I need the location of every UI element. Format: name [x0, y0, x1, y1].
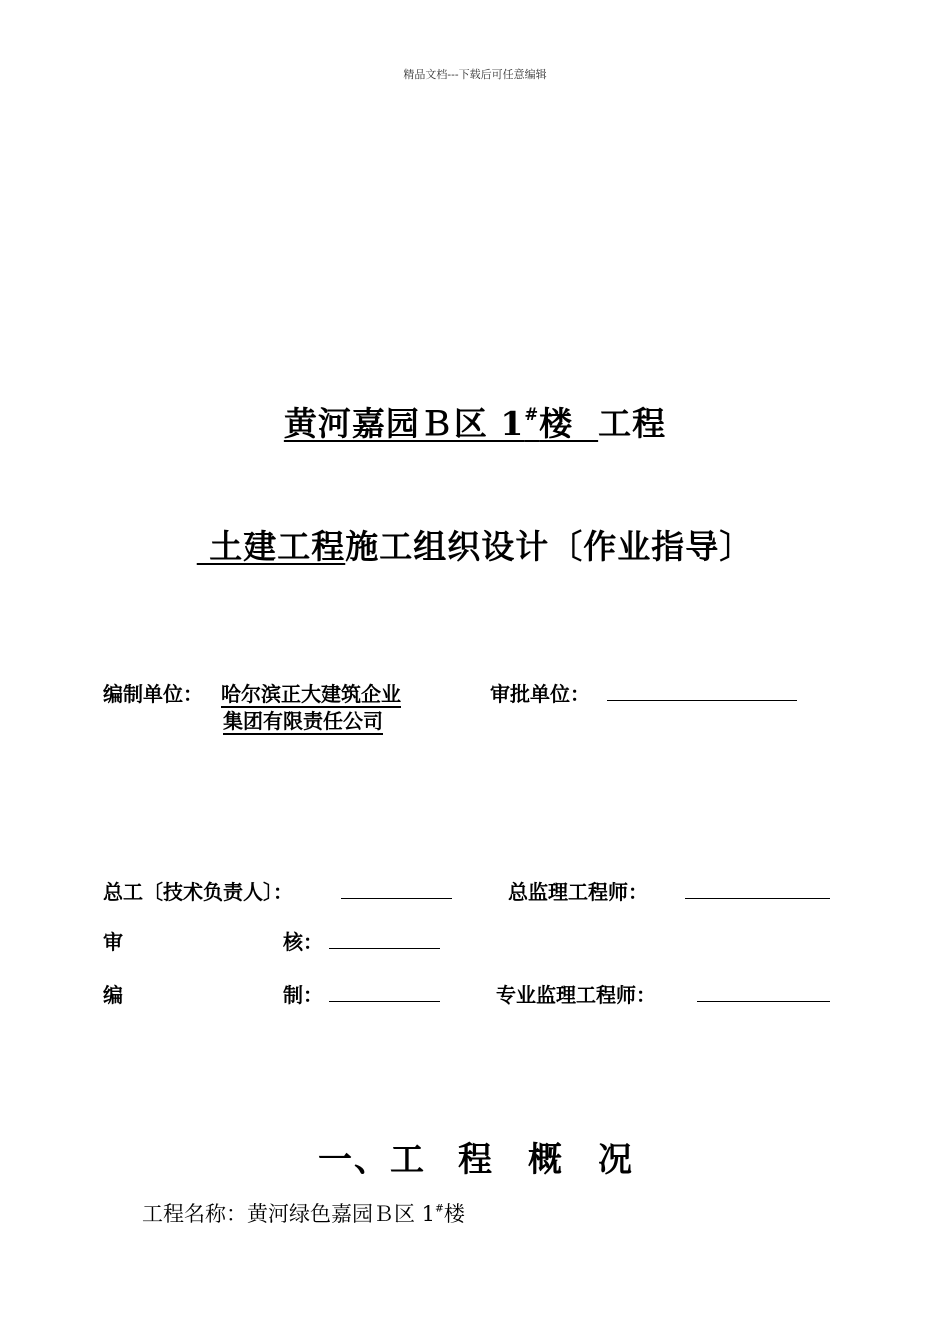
project-name-label: 工程名称：: [142, 1202, 247, 1226]
prepare-blank: [329, 979, 440, 1002]
section-heading: [0, 1132, 950, 1181]
compile-unit-value-line1: 哈尔滨正大建筑企业: [221, 682, 401, 706]
project-title: [0, 398, 950, 445]
chief-supervisor-label: 总监理工程师：: [508, 880, 648, 904]
project-name-value: 黄河绿色嘉园Ｂ区 1: [247, 1202, 436, 1226]
project-name-suffix: 楼: [443, 1202, 465, 1226]
approval-unit-blank: [607, 678, 797, 701]
header-note: 精品文档---下载后可任意编辑: [403, 68, 547, 81]
review-blank: [329, 926, 440, 949]
project-name-number-mark: #: [435, 1202, 444, 1215]
section-heading-part-3: 概: [528, 1140, 562, 1180]
compile-unit-value-line2: 集团有限责任公司: [223, 709, 383, 733]
project-title-underlined: [284, 404, 598, 443]
section-heading-part-2: 程: [458, 1140, 492, 1180]
chief-engineer-label: 总工〔技术负责人〕：: [103, 880, 293, 904]
compile-unit-label: 编制单位：: [103, 682, 203, 706]
project-name: 黄河嘉园Ｂ区 1: [283, 404, 525, 443]
section-heading-part-4: 况: [598, 1140, 632, 1180]
building-word: 楼: [539, 404, 599, 443]
document-title-rest: 施工组织设计〔作业指导〕: [345, 527, 754, 566]
prepare-label-end: 制：: [283, 983, 323, 1007]
review-label-end: 核：: [283, 930, 323, 954]
building-number-mark: #: [524, 405, 540, 425]
project-title-suffix: 工程: [598, 404, 667, 443]
specialty-supervisor-label: 专业监理工程师：: [496, 983, 656, 1007]
chief-supervisor-blank: [685, 876, 830, 899]
document-title: [0, 521, 950, 568]
section-heading-part-1: 一、工: [318, 1140, 426, 1180]
specialty-supervisor-blank: [697, 979, 830, 1002]
prepare-label-start: 编: [103, 983, 123, 1007]
project-name-line: [142, 1198, 465, 1228]
chief-engineer-blank: [341, 876, 452, 899]
review-label-start: 审: [103, 930, 123, 954]
approval-unit-label: 审批单位：: [490, 682, 590, 706]
document-title-underlined: 土建工程: [196, 527, 346, 566]
